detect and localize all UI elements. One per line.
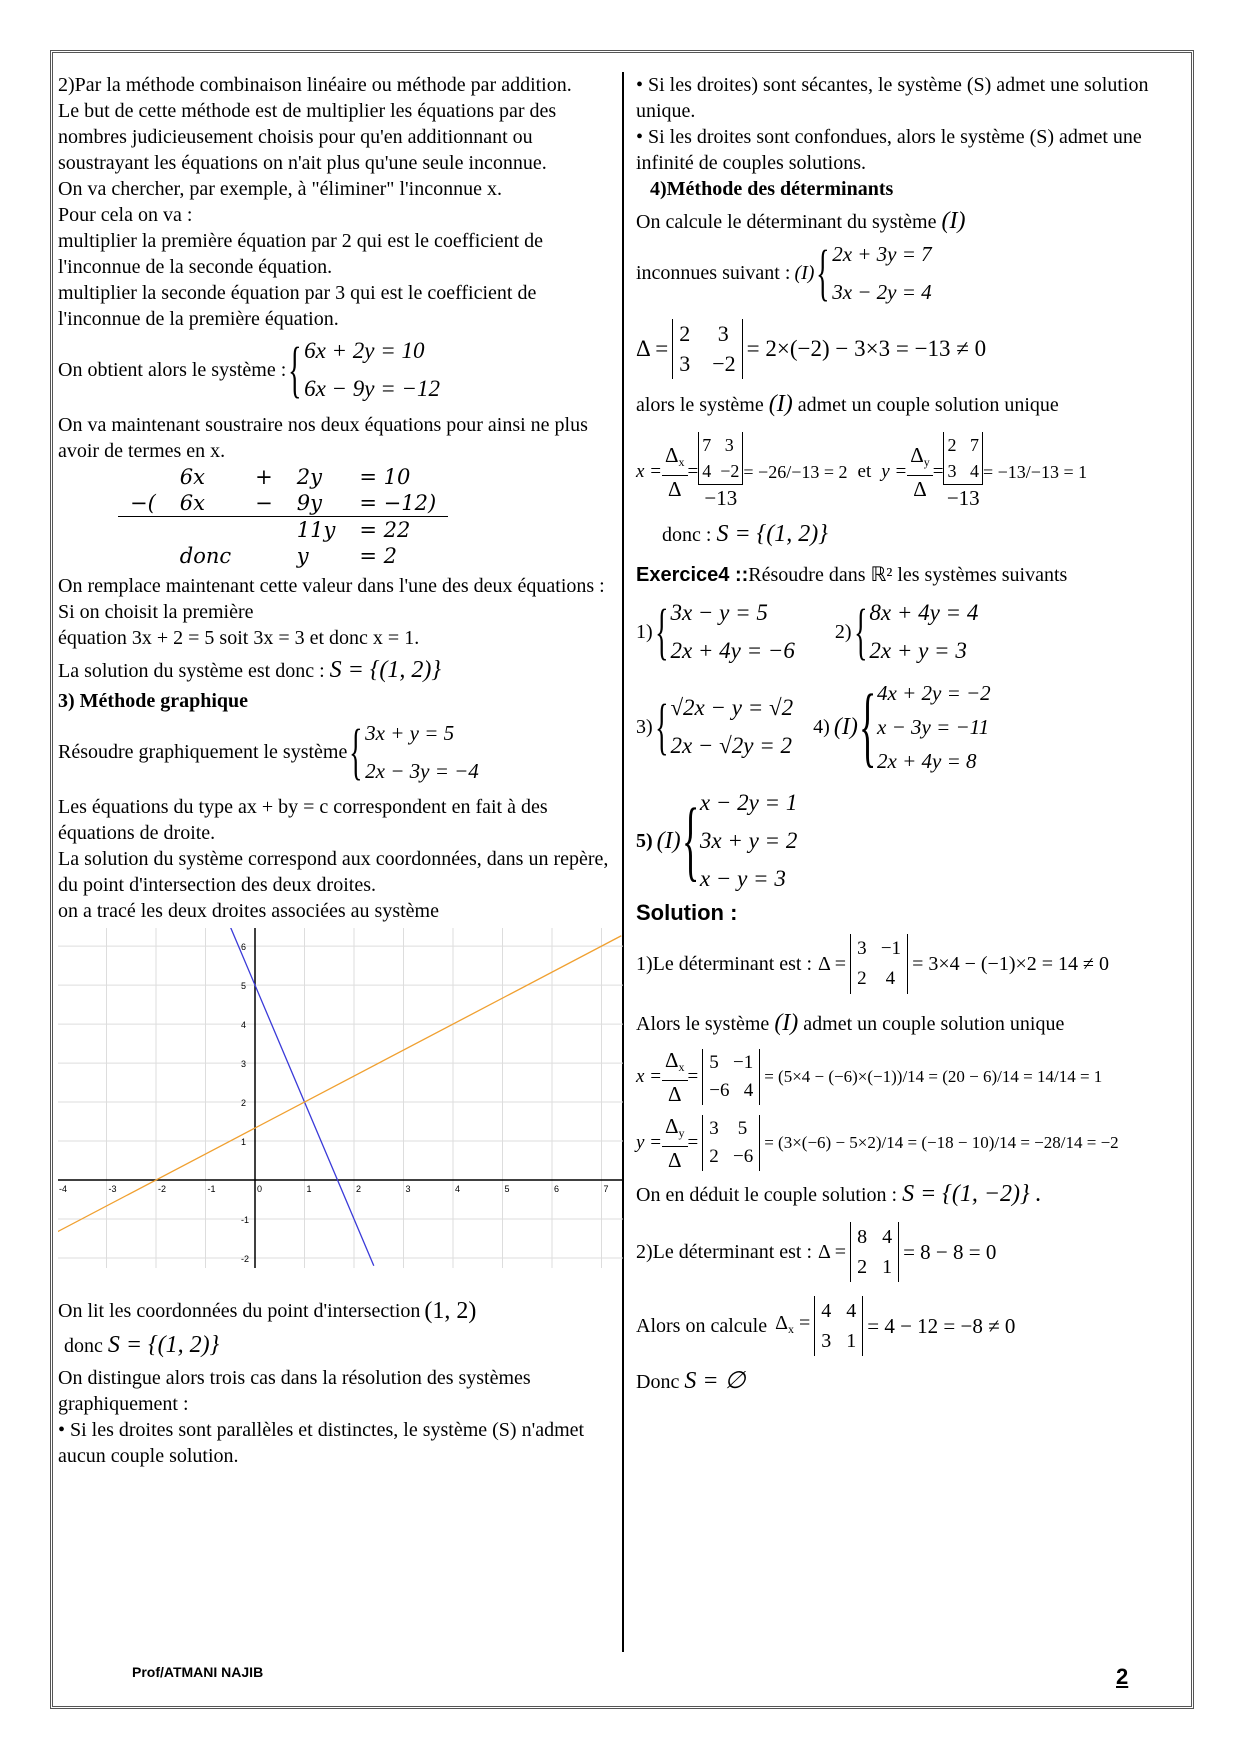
- bullet: • Si les droites) sont sécantes, le système (S) admet une solution unique.: [636, 74, 1149, 122]
- equation: 3x − y = 5: [670, 600, 768, 625]
- page-number: 2: [1116, 1664, 1129, 1689]
- x-tick-label: 2: [356, 1184, 362, 1194]
- y-tick-label: 5: [241, 981, 247, 992]
- equation: 2x + 4y = 8: [877, 749, 977, 773]
- equation: 4x + 2y = −2: [877, 681, 991, 705]
- brace: {: [349, 718, 363, 786]
- x-tick-label: 5: [504, 1184, 510, 1194]
- determinant: 3 5 2 −6: [702, 1115, 760, 1171]
- para: Résoudre graphiquement le système: [58, 741, 348, 763]
- para: multiplier la seconde équation par 3 qui est le coefficient de l'inconnue de la première équation.: [58, 282, 537, 330]
- equation: 2x + y = 3: [869, 638, 967, 663]
- para: Pour cela on va :: [58, 204, 193, 226]
- solution: S = {(1, −2)} .: [902, 1181, 1042, 1207]
- para: 2)Par la méthode combinaison linéaire ou méthode par addition.: [58, 74, 572, 96]
- equation: 2x − √2y = 2: [670, 733, 793, 758]
- y-tick-label: 6: [241, 942, 247, 953]
- system-name: (I): [794, 262, 815, 284]
- equation: 2x + 4y = −6: [670, 638, 795, 663]
- calc: = −13/−13 = 1: [982, 461, 1088, 482]
- para: multiplier la première équation par 2 qui est le coefficient de l'inconnue de la seconde équation.: [58, 230, 543, 278]
- equation: x − y = 3: [699, 866, 786, 891]
- para: équation 3x + 2 = 5 soit 3x = 3 et donc x = 1.: [58, 627, 420, 649]
- equation: 3x + y = 2: [699, 828, 798, 853]
- system: { 2x + 3y = 7 3x − 2y = 4: [814, 235, 931, 311]
- x-tick-label: -4: [59, 1184, 68, 1194]
- determinant: 7 3 4 −2: [698, 432, 743, 485]
- system-name: (I): [768, 391, 793, 417]
- table-row: 6x + 2y = 10: [179, 465, 411, 489]
- point: (1, 2): [424, 1298, 477, 1324]
- equation: 2x − 3y = −4: [365, 759, 479, 783]
- x-tick-label: 7: [603, 1184, 609, 1194]
- determinant: 2 3 3 −2: [672, 319, 742, 379]
- y-tick-label: 2: [241, 1098, 247, 1109]
- system-block: [58, 714, 618, 790]
- line-2x-minus-3y: [58, 936, 621, 1232]
- equation: x − 3y = −11: [877, 715, 990, 739]
- section-heading: 4)Méthode des déterminants: [650, 178, 894, 200]
- para: Le but de cette méthode est de multiplier les équations par des nombres judicieusement choisis pour qu'en additionnant ou soustrayant les équations on n'ait plus qu'une seule inconnue.: [58, 100, 557, 174]
- determinant: 5 −1 −6 4: [702, 1049, 760, 1105]
- para: admet un couple solution unique: [797, 394, 1059, 416]
- equation: 8x + 4y = 4: [869, 600, 979, 625]
- bullet: • Si les droites sont confondues, alors le système (S) admet une infinité de couples solutions.: [636, 126, 1142, 174]
- x-tick-label: 4: [455, 1184, 461, 1194]
- cramer-row: x = $\frac{\Delta_x}{\Delta}$ = 7 3 4 −2 −13 = −26/−13 = 2 et y = $\frac{\Delta_y}{\Delta}$ = 2 7 3 4 −13 = −13/−13 = 1: [636, 432, 1181, 511]
- x-tick-label: 6: [554, 1184, 560, 1194]
- para: Les équations du type ax + by = c correspondent en fait à des équations de droite.: [58, 796, 548, 844]
- y-tick-label: 3: [241, 1059, 247, 1070]
- y-tick-label: -1: [241, 1214, 250, 1225]
- para: On lit les coordonnées du point d'intersection: [58, 1300, 421, 1322]
- x-tick-label: 0: [257, 1184, 263, 1194]
- addition-table: [118, 464, 448, 569]
- x-tick-label: -2: [158, 1184, 167, 1194]
- equation: x − 2y = 1: [699, 790, 798, 815]
- determinant: 2 7 3 4: [943, 432, 983, 485]
- para: On obtient alors le système :: [58, 359, 287, 381]
- y-tick-labels: [241, 942, 249, 1264]
- para: On remplace maintenant cette valeur dans l'une des deux équations :: [58, 575, 605, 597]
- para: donc: [64, 1335, 103, 1357]
- x-tick-label: -3: [108, 1184, 117, 1194]
- equation: √2x − y = √2: [670, 695, 794, 720]
- equation: 3x + y = 5: [365, 721, 455, 745]
- para: on a tracé les deux droites associées au système: [58, 900, 439, 922]
- column-divider: [622, 72, 624, 1652]
- equation: 2x + 3y = 7: [832, 242, 932, 266]
- determinant: 3 −1 2 4: [850, 934, 908, 994]
- para: On calcule le déterminant du système: [636, 211, 937, 233]
- table-row: donc y = 2: [179, 544, 398, 568]
- line-3x-plus-y: [228, 928, 374, 1266]
- calc: = 2×(−2) − 3×3 = −13 ≠ 0: [746, 336, 987, 361]
- solution: S = ∅: [684, 1368, 746, 1394]
- solution: S = {(1, 2)}: [107, 1332, 220, 1358]
- y-tick-label: -2: [241, 1253, 250, 1264]
- equation: 6x + 2y = 10: [304, 338, 425, 363]
- x-tick-label: -1: [207, 1184, 216, 1194]
- table-row: −( 6x − 9y = −12): [118, 490, 448, 517]
- para: • Si les droites sont parallèles et distinctes, le système (S) n'admet aucun couple solution.: [58, 1419, 585, 1467]
- right-column: • Si les droites) sont sécantes, le système (S) admet une solution unique. • Si les droites sont confondues, alors le système (S) admet une infinité de couples solutions. 4)Méthode des déterminants On calcule le déterminant du système (I) inconnues suivant : (I) { 2x + 3y = 7 3x − 2y = 4 Δ = 2 3 3 −2 = 2×(−2) − 3×3 = −13 ≠ 0 alors le système (I) admet un couple solution unique x = $\frac{\Delta_x}{\Delta}$ = 7 3 4 −2 −13 = −26/−13 = 2 et y = $\frac{\Delta_y}{\Delta}$ = 2 7 3 4 −13 = −13/−13 = 1 donc : S = {(1, 2)} Exercice4 ::Résoudre dans ℝ² les systèmes suivants 1) { 3x − y = 5 2x + 4y = −6 2) { 8x + 4y = 4 2x + y = 3 3) { √2x − y = √2 2x − √2y = 2 4) (I) { 4x + 2y = −2 x − 3y = −11 2x + 4y = 8 5) (I) { x − 2y = 1 3x + y = 2 x − y = 3 Solution : 1)Le déterminant est : Δ = 3 −1 2 4 = 3×4 − (−1)×2 = 14 ≠ 0 Alors le système (I) admet un couple solution unique x = $\frac{\Delta_x}{\Delta}$ = 5 −1 −6 4 = (5×4 − (−6)×(−1))/14 = (20 − 6)/14 = 14/14 = 1 y = $\frac{\Delta_y}{\Delta}$ = 3 5 2 −6 = (3×(−6) − 5×2)/14 = (−18 − 10)/14 = −28/14 = −2 On en déduit le couple solution : S = {(1, −2)} . 2)Le déterminant est : Δ = 8 4 2 1 = 8 − 8 = 0 Alors on calcule $\Delta_x$ = 4 4 3 1 = 4 − 12 = −8 ≠ 0 Donc S = ∅: [636, 72, 1181, 1395]
- exercise-title: Exercice4 ::Résoudre dans ℝ² les systèmes suivants: [636, 564, 1068, 586]
- system: [347, 714, 478, 790]
- para: inconnues suivant :: [636, 262, 791, 284]
- para: On va maintenant soustraire nos deux équations pour ainsi ne plus avoir de termes en x.: [58, 414, 588, 462]
- x-tick-label: 3: [405, 1184, 411, 1194]
- table-row: 11y = 22: [296, 518, 411, 542]
- system: [286, 332, 440, 408]
- y-tick-label: 4: [241, 1020, 247, 1031]
- para: La solution du système correspond aux coordonnées, dans un repère, du point d'intersection des deux droites.: [58, 848, 609, 896]
- section-heading: 3) Méthode graphique: [58, 690, 248, 712]
- para: On distingue alors trois cas dans la résolution des systèmes graphiquement :: [58, 1367, 531, 1415]
- section-heading: Solution :: [636, 900, 738, 925]
- author: Prof/ATMANI NAJIB: [132, 1664, 264, 1680]
- y-tick-label: 1: [241, 1137, 247, 1148]
- equation: 3x − 2y = 4: [832, 280, 932, 304]
- left-column: [58, 72, 618, 1469]
- determinant: 8 4 2 1: [850, 1222, 899, 1282]
- para: Si on choisit la première: [58, 601, 254, 623]
- calc: = −26/−13 = 2: [743, 461, 848, 482]
- x-tick-labels: [59, 1184, 609, 1194]
- para: La solution du système est donc : S = {(1, 2)}: [58, 657, 442, 683]
- brace: {: [288, 336, 302, 404]
- x-tick-label: 1: [306, 1184, 312, 1194]
- determinant: 4 4 3 1: [814, 1296, 863, 1356]
- para: On va chercher, par exemple, à "éliminer" l'inconnue x.: [58, 178, 502, 200]
- solution: S = {(1, 2)}: [329, 657, 442, 683]
- system-block: [58, 332, 618, 408]
- equation: 6x − 9y = −12: [304, 376, 441, 401]
- system-name: (I): [941, 208, 966, 234]
- graph: [58, 928, 623, 1268]
- para: alors le système: [636, 394, 764, 416]
- solution: S = {(1, 2)}: [716, 521, 828, 547]
